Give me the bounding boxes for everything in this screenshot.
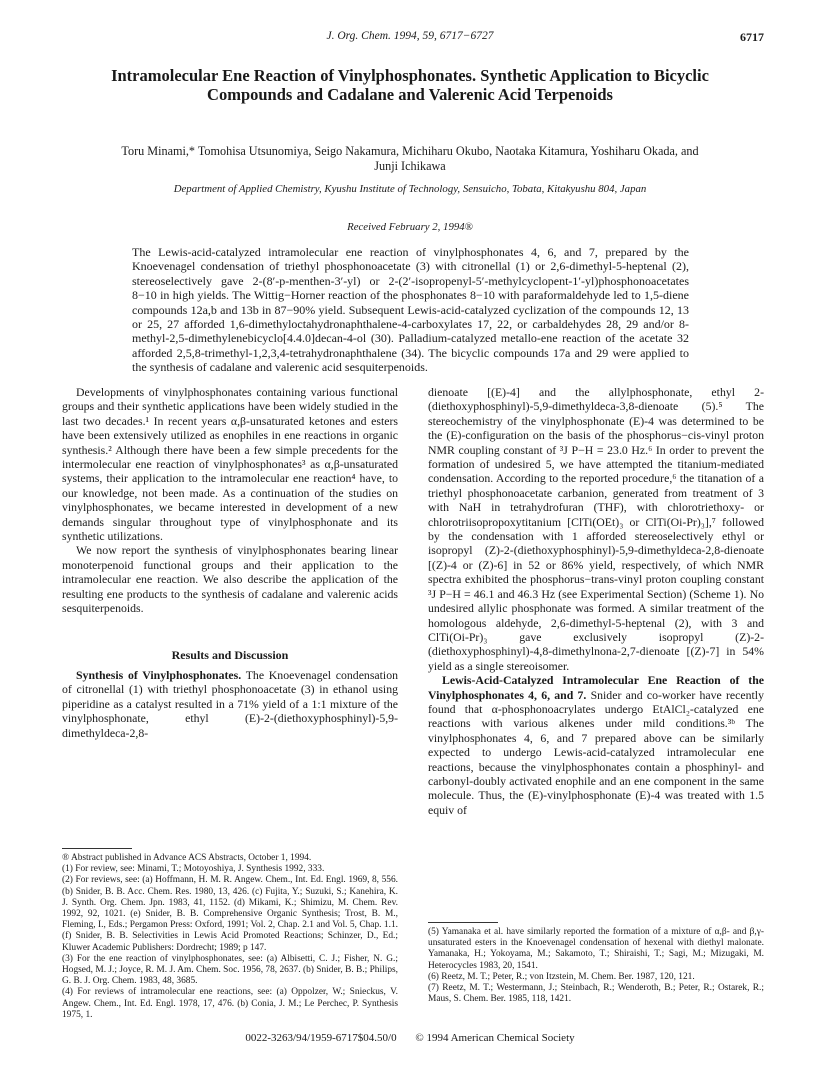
footnote: (5) Yamanaka et al. have similarly reported the formation of a mixture of α,β- and β,γ-unsaturated esters in the Knoevenagel condensation of hexenal with diethyl malonate. Yamanaka, H.; Yokoyama, M.; Sakamoto, T.; Shiraishi, T.; Sagi, M.; Mizugaki, M. Heterocycles 1983, 20, 1541. [428,927,764,971]
footer-copyright: © 1994 American Chemical Society [415,1032,575,1044]
body-column-left [62,385,398,616]
footnote: ® Abstract published in Advance ACS Abstracts, October 1, 1994. [62,853,312,863]
footer-code: 0022-3263/94/1959-6717$04.50/0 [245,1032,397,1044]
ene-reaction-paragraph [428,673,764,817]
section-heading: Results and Discussion [171,648,289,662]
run-in-heading: Synthesis of Vinylphosphonates. [76,668,242,682]
paragraph-text: The Knoevenagel condensation of citronellal (1) with triethyl phosphonoacetate (3) in ethanol using piperidine as a catalyst resulted in a 71% yield of a 1:1 mixture of the vinylphosphonate, ethyl (E)-2-(diethoxyphosphinyl)-5,9-dimethyldeca-2,8- [62,668,399,740]
page-number: 6717 [740,30,764,44]
continued-paragraph: dienoate [(E)-4] and the allylphosphonate, ethyl 2-(diethoxyphosphinyl)-5,9-dimethyldeca-3,8-dienoate (5).⁵ The stereochemistry of the vinylphosphonate (E)-4 was determined to be the (E)-configuration on the basis of the phosphorus−cis-vinyl proton NMR coupling constant of ³J P−H = 23.0 Hz.⁶ In order to prevent the formation of undesired 5, we have attempted the titanium-mediated condensation. According to the reported procedure,⁶ the titanation of a triethyl phosphonoacetate carbanion, generated from treatment of 3 with NaH in tetrahydrofuran (THF), with chlorotriethoxy- or chlorotriisopropoxytitanium [ClTi(OEt)₃ or ClTi(Oi-Pr)₃],⁷ followed by the condensation with 1 afforded stereoselectively ethyl or isopropyl (Z)-2-(diethoxyphosphinyl)-5,9-dimethyldeca-2,8-dienoate [(Z)-4 or (Z)-6] in 52 or 86% yield, respectively, of which NMR spectra exhibited the phosphorus−trans-vinyl proton coupling constant ³J P−H = 46.1 and 46.3 Hz (see Experimental Section) (Scheme 1). No undesired allylic phosphonate was formed. A similar treatment of the homologous aldehyde, 2,6-dimethyl-5-heptenal (2), with 3 and ClTi(Oi-Pr)₃ gave exclusively isopropyl (Z)-2-(diethoxyphosphinyl)-4,8-dimethylnona-2,7-dienoate [(Z)-7] in 54% yield as a single stereoisomer. [428,385,764,673]
footnote: (7) Reetz, M. T.; Westermann, J.; Steinbach, R.; Wenderoth, B.; Peter, R.; Ostarek, R.; Maus, S. Chem. Ber. 1985, 118, 1421. [428,983,764,1005]
article-title: Intramolecular Ene Reaction of Vinylphosphonates. Synthetic Application to Bicyclic Compounds and Cadalane and Valerenic Acid Terpenoids [111,66,709,104]
synthesis-paragraph [62,668,398,740]
footnotes-right [428,927,764,1005]
footnote: (3) For the ene reaction of vinylphosphonates, see: (a) Albisetti, C. J.; Fisher, N. G.; Hogsed, M. J.; Joyce, R. M. J. Am. Chem. Soc. 1956, 78, 2637. (b) Snider, B. B.; Philips, G. B. J. Org. Chem. 1983, 48, 3685. [62,953,398,987]
page-footer [0,1032,820,1044]
footnote: (4) For reviews of intramolecular ene reactions, see: (a) Oppolzer, W.; Snieckus, V. Angew. Chem., Int. Ed. Engl. 1978, 17, 476. (b) Conia, J. M.; Le Perchec, P. Synthesis 1975, 1. [62,987,398,1020]
paragraph-text: Snider and co-worker have recently found that α-phosphonoacrylates undergo EtAlCl₂-catalyzed ene reactions with various alkenes under mild conditions.³ᵇ The vinylphosphonates 4, 6, and 7 prepared above can be similarly expected to undergo Lewis-acid-catalyzed intramolecular ene reactions, because the vinylphosphonates contain a phosphinyl- and carbonyl-doubly activated enophile and an ene component in the same molecule. Thus, the (E)-vinylphosphonate (E)-4 was treated with 1.5 equiv of [428,687,764,817]
intro-paragraph-2: We now report the synthesis of vinylphosphonates bearing linear monoterpenoid functional groups and their application to the intramolecular ene reaction. We also describe the application of the resulting ene products to the synthesis of cadalane and valerenic acids sesquiterpenoids. [62,543,398,616]
footnotes-left [62,853,398,1021]
received-date: Received February 2, 1994® [347,221,473,233]
footnote-divider [62,848,132,849]
run-in-heading: Lewis-Acid-Catalyzed Intramolecular Ene Reaction of the Vinylphosphonates 4, 6, and 7. [428,673,764,702]
footnote-divider [428,922,498,923]
body-column-left-lower [62,668,398,740]
affiliation: Department of Applied Chemistry, Kyushu Institute of Technology, Sensuicho, Tobata, Kitakyushu 804, Japan [173,183,647,195]
footnote: (1) For review, see: Minami, T.; Motoyoshiya, J. Synthesis 1992, 333. [62,864,325,875]
author-list: Toru Minami,* Tomohisa Utsunomiya, Seigo Nakamura, Michiharu Okubo, Naotaka Kitamura, Yoshiharu Okada, and Junji Ichikawa [121,144,699,173]
abstract: The Lewis-acid-catalyzed intramolecular ene reaction of vinylphosphonates 4, 6, and 7, prepared by the Knoevenagel condensation of triethyl phosphonoacetate (3) with citronellal (1) or 2,6-dimethyl-5-heptenal (2), stereoselectively gave 2-(8′-p-menthen-3′-yl) or 2-(2′-isopropenyl-5′-methylcyclopent-1′-yl)phosphonoacetates 8−10 in high yields. The Wittig−Horner reaction of the phosphonates 8−10 with paraformaldehyde led to 1,5-diene compounds 12a,b and 13b in 87−90% yield. Subsequent Lewis-acid-catalyzed cyclization of the compounds 12, 13 or 25, 27 afforded 1,6-dimethyloctahydronaphthalene-4-carboxylates 17, 22, or carbaldehydes 28, 29 and/or 8-methyl-2,5-dimethylenebicyclo[4.4.0]decan-4-ol (30). Palladium-catalyzed metallo-ene reaction of the acetate 32 afforded 2,5,8-trimethyl-1,2,3,4-tetrahydronaphthalene (34). The bicyclic compounds 17a and 29 were applied to the synthesis of cadalane and valerenic acid sesquiterpenoids. [132,245,689,375]
footnote: (2) For reviews, see: (a) Hoffmann, H. M. R. Angew. Chem., Int. Ed. Engl. 1969, 8, 556. (b) Snider, B. B. Acc. Chem. Res. 1980, 13, 426. (c) Fujita, Y.; Suzuki, S.; Kanehira, K. J. Synth. Org. Chem. Jpn. 1983, 41, 1152. (d) Mikami, K.; Shimizu, M. Chem. Rev. 1992, 92, 1021. (e) Snider, B. B. Comprehensive Organic Synthesis; Trost, B. M., Fleming, I., Eds.; Pergamon Press: Oxford, 1991; Vol. 2, Chap. 2.1 and Vol. 5, Chap. 1.1. (f) Snider, B. B. Selectivities in Lewis Acid Promoted Reactions; Schinzer, D., Ed.; Kluwer Academic Publishers: Dordrecht; 1989; p 147. [62,875,398,953]
body-column-right [428,385,764,817]
intro-paragraph-1: Developments of vinylphosphonates containing various functional groups and their synthetic applications have been widely studied in the last two decades.¹ In recent years α,β-unsaturated ketones and esters have been extensively utilized as enophiles in ene reactions in organic synthesis.² Although there have been a few simple precedents for the intermolecular ene reaction of vinylphosphonates³ as α,β-unsaturated systems, their application to the intramolecular ene reaction⁴ have, to our knowledge, not been made. As a continuation of the studies on vinylphosphonates, we became interested in development of a new demands singular throughout type of vinylphosphonate and its synthetic utilizations. [62,385,398,544]
running-header: J. Org. Chem. 1994, 59, 6717−6727 [326,30,494,42]
footnote: (6) Reetz, M. T.; Peter, R.; von Itzstein, M. Chem. Ber. 1987, 120, 121. [428,971,695,982]
